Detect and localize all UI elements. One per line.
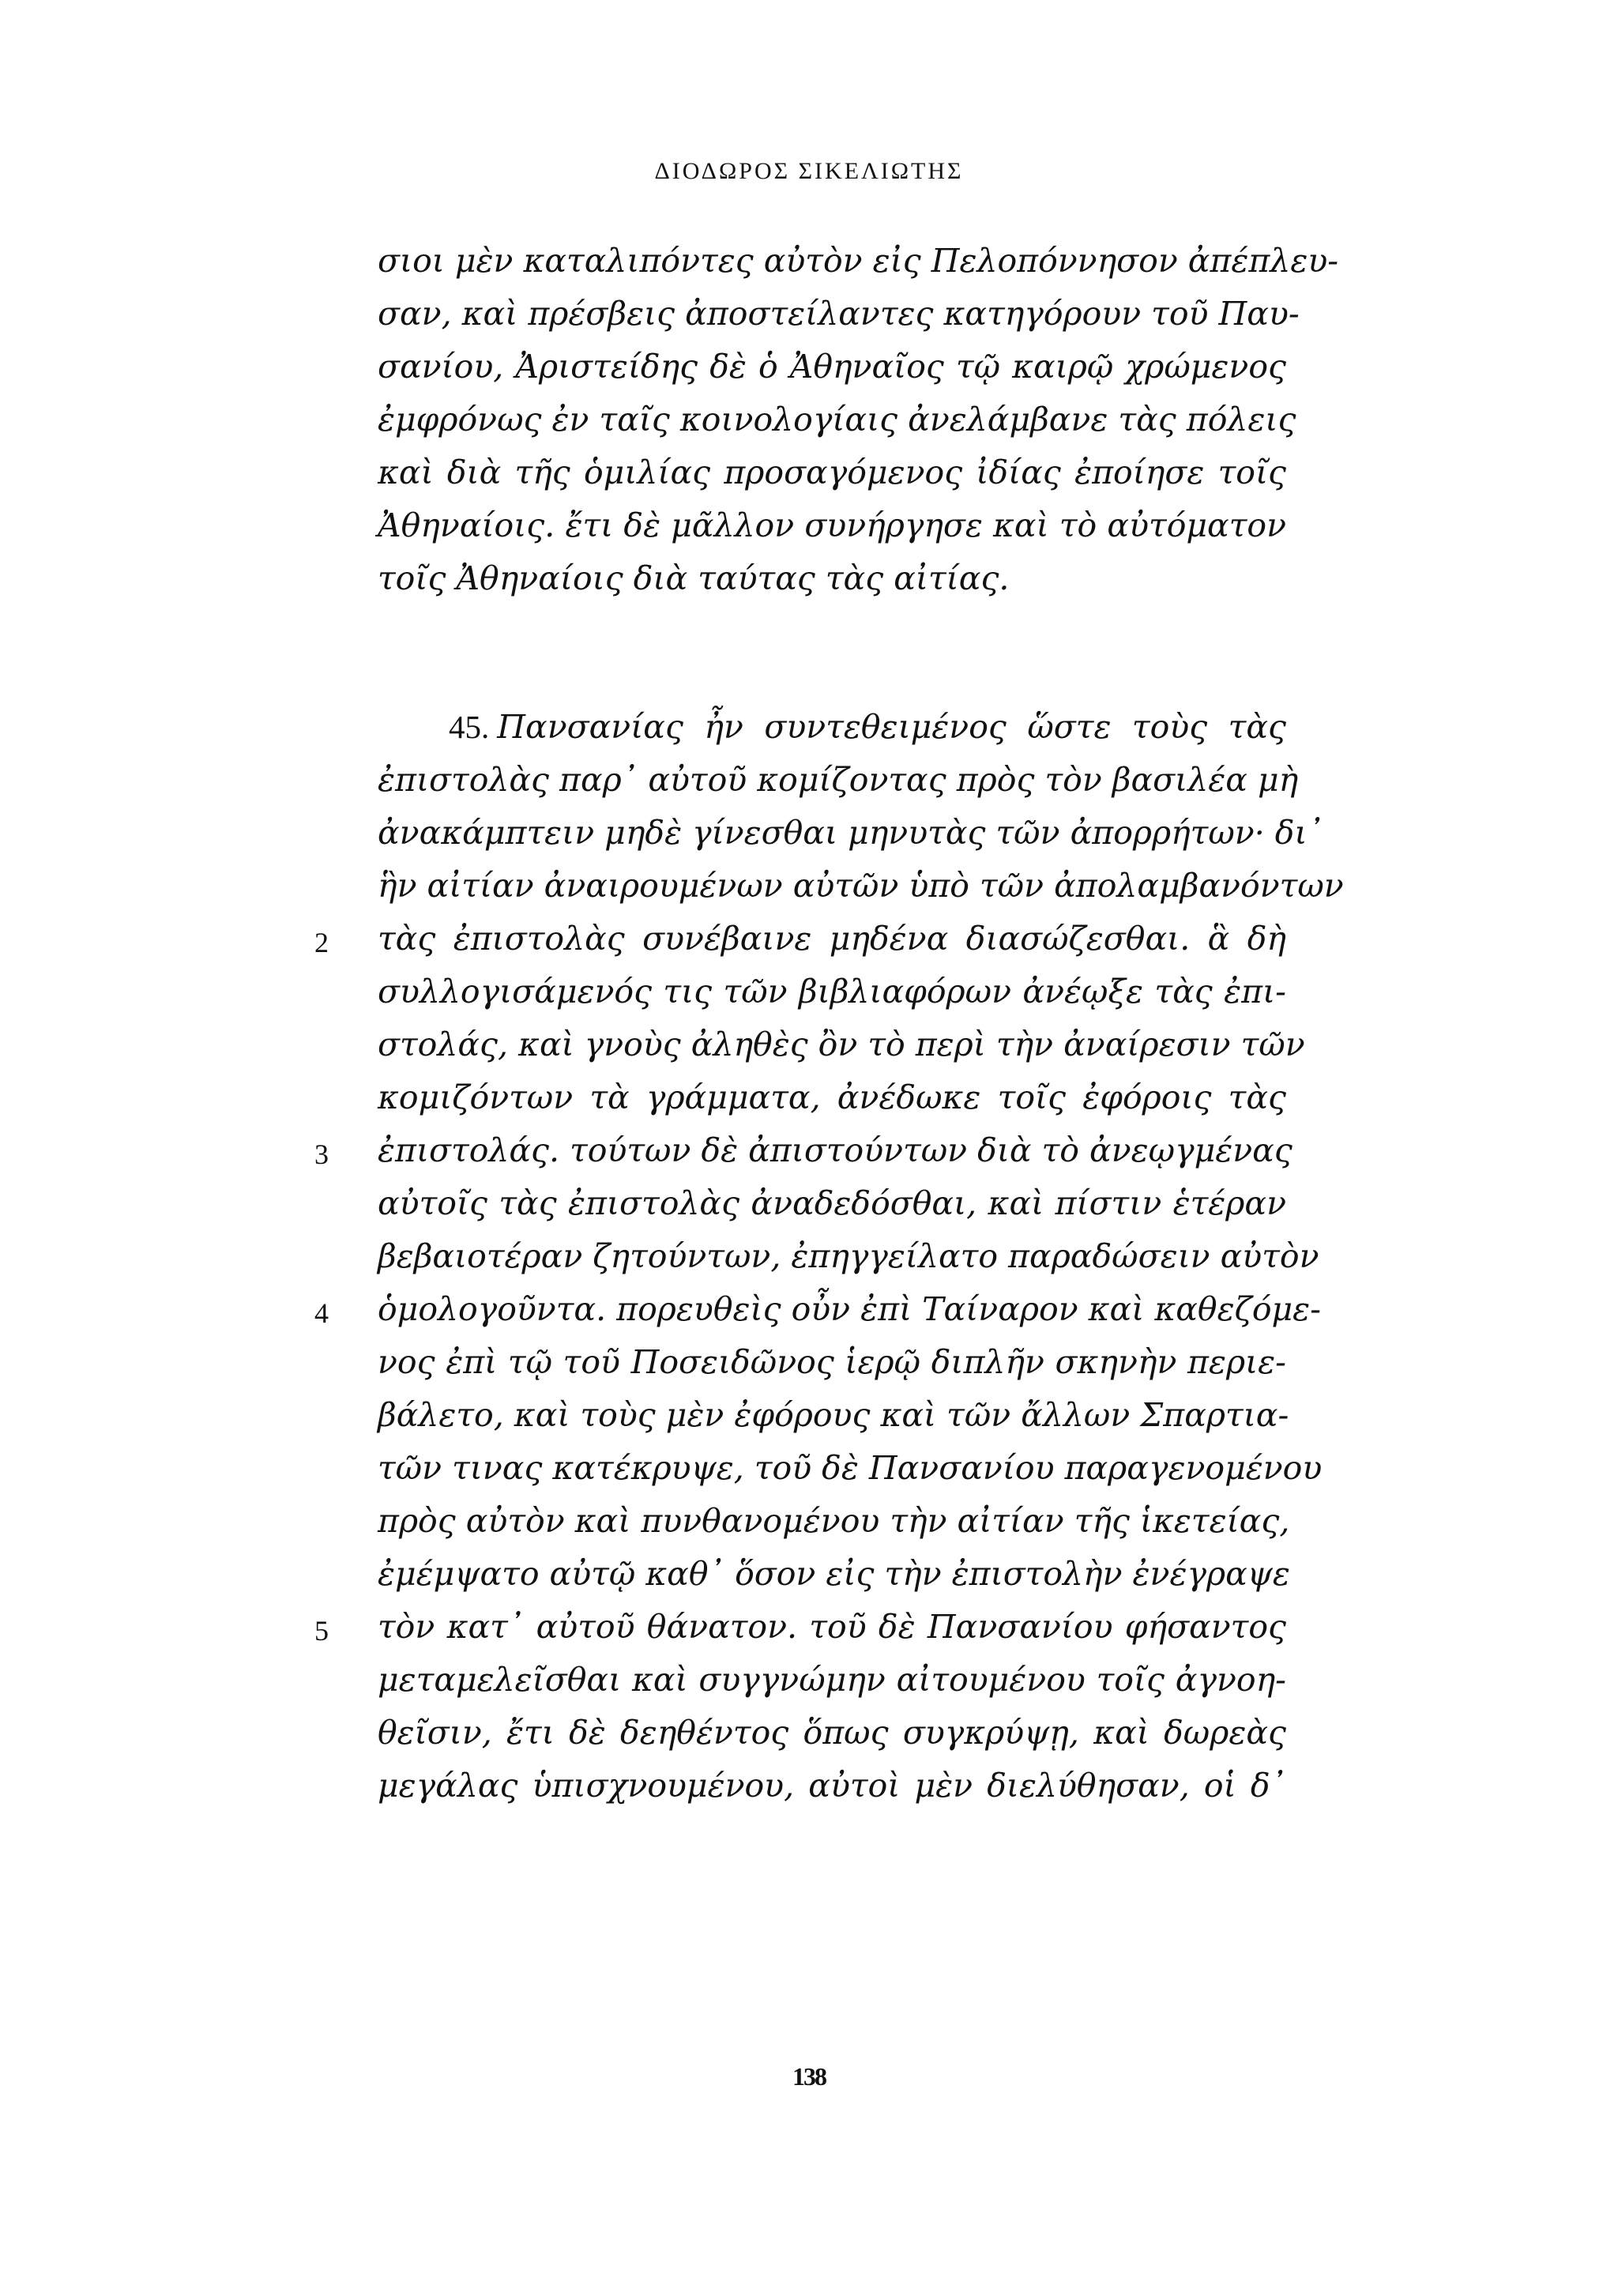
text-line: τὰς ἐπιστολὰς συνέβαινε μηδένα διασώζεσθαι. ἃ δὴ: [378, 920, 1286, 958]
text-line: πρὸς αὐτὸν καὶ πυνθανομένου τὴν αἰτίαν τῆς ἱκετείας,: [378, 1502, 1290, 1540]
text-line: νος ἐπὶ τῷ τοῦ Ποσειδῶνος ἱερῷ διπλῆν σκηνὴν περιε-: [378, 1343, 1286, 1381]
running-head: ΔΙΟΔΩΡΟΣ ΣΙΚΕΛΙΩΤΗΣ: [654, 158, 964, 184]
text-line: σανίου, Ἀριστείδης δὲ ὁ Ἀθηναῖος τῷ καιρῷ χρώμενος: [378, 348, 1286, 386]
section-number: 45.: [449, 709, 490, 745]
text-line: κομιζόντων τὰ γράμματα, ἀνέδωκε τοῖς ἐφόροις τὰς: [378, 1078, 1286, 1116]
text-line: καὶ διὰ τῆς ὁμιλίας προσαγόμενος ἰδίας ἐποίησε τοῖς: [378, 454, 1286, 491]
text-line-content: Πανσανίας ἦν συντεθειμένος ὥστε τοὺς τὰς: [497, 708, 1286, 746]
text-line: ἀνακάμπτειν μηδὲ γίνεσθαι μηνυτὰς τῶν ἀπορρήτων· δι᾽: [378, 814, 1324, 852]
text-line: ἣν αἰτίαν ἀναιρουμένων αὐτῶν ὑπὸ τῶν ἀπολαμβανόντων: [378, 867, 1344, 905]
text-line: τὸν κατ᾽ αὐτοῦ θάνατον. τοῦ δὲ Πανσανίου φήσαντος: [378, 1608, 1286, 1646]
margin-section-number: 2: [314, 927, 329, 958]
text-line: ὁμολογοῦντα. πορευθεὶς οὖν ἐπὶ Ταίναρον καὶ καθεζόμε-: [378, 1290, 1322, 1328]
page-number: 138: [792, 2062, 826, 2091]
text-line-first: [449, 708, 1286, 755]
text-line: ἐμέμψατο αὐτῷ καθ᾽ ὅσον εἰς τὴν ἐπιστολὴν ἐνέγραψε: [378, 1555, 1290, 1593]
text-line: βάλετο, καὶ τοὺς μὲν ἐφόρους καὶ τῶν ἄλλων Σπαρτια-: [378, 1396, 1289, 1434]
text-line: μεγάλας ὑπισχνουμένου, αὐτοὶ μὲν διελύθησαν, οἱ δ᾽: [378, 1767, 1286, 1805]
text-line: μεταμελεῖσθαι καὶ συγγνώμην αἰτουμένου τοῖς ἀγνοη-: [378, 1661, 1286, 1699]
text-line: ἐπιστολάς. τούτων δὲ ἀπιστούντων διὰ τὸ ἀνεῳγμένας: [378, 1131, 1293, 1169]
text-line: Ἀθηναίοις. ἔτι δὲ μᾶλλον συνήργησε καὶ τὸ αὐτόματον: [378, 506, 1286, 544]
text-line: βεβαιοτέραν ζητούντων, ἐπηγγείλατο παραδώσειν αὐτὸν: [378, 1237, 1319, 1275]
text-line: θεῖσιν, ἔτι δὲ δεηθέντος ὅπως συγκρύψῃ, καὶ δωρεὰς: [378, 1714, 1286, 1752]
text-line: τῶν τινας κατέκρυψε, τοῦ δὲ Πανσανίου παραγενομένου: [378, 1449, 1323, 1487]
text-line: τοῖς Ἀθηναίοις διὰ ταύτας τὰς αἰτίας.: [378, 559, 1010, 597]
text-line: ἐπιστολὰς παρ᾽ αὐτοῦ κομίζοντας πρὸς τὸν βασιλέα μὴ: [378, 761, 1299, 799]
text-line: ἐμφρόνως ἐν ταῖς κοινολογίαις ἀνελάμβανε τὰς πόλεις: [378, 401, 1296, 438]
text-line: σιοι μὲν καταλιπόντες αὐτὸν εἰς Πελοπόννησον ἀπέπλευ-: [378, 242, 1339, 280]
margin-section-number: 5: [314, 1615, 329, 1647]
margin-section-number: 4: [314, 1297, 329, 1329]
text-line: συλλογισάμενός τις τῶν βιβλιαφόρων ἀνέῳξε τὰς ἐπι-: [378, 973, 1286, 1011]
margin-section-number: 3: [314, 1139, 329, 1170]
text-line: στολάς, καὶ γνοὺς ἀληθὲς ὂν τὸ περὶ τὴν ἀναίρεσιν τῶν: [378, 1026, 1305, 1063]
text-line: σαν, καὶ πρέσβεις ἀποστείλαντες κατηγόρουν τοῦ Παυ-: [378, 295, 1300, 333]
text-line: αὐτοῖς τὰς ἐπιστολὰς ἀναδεδόσθαι, καὶ πίστιν ἑτέραν: [378, 1184, 1286, 1222]
